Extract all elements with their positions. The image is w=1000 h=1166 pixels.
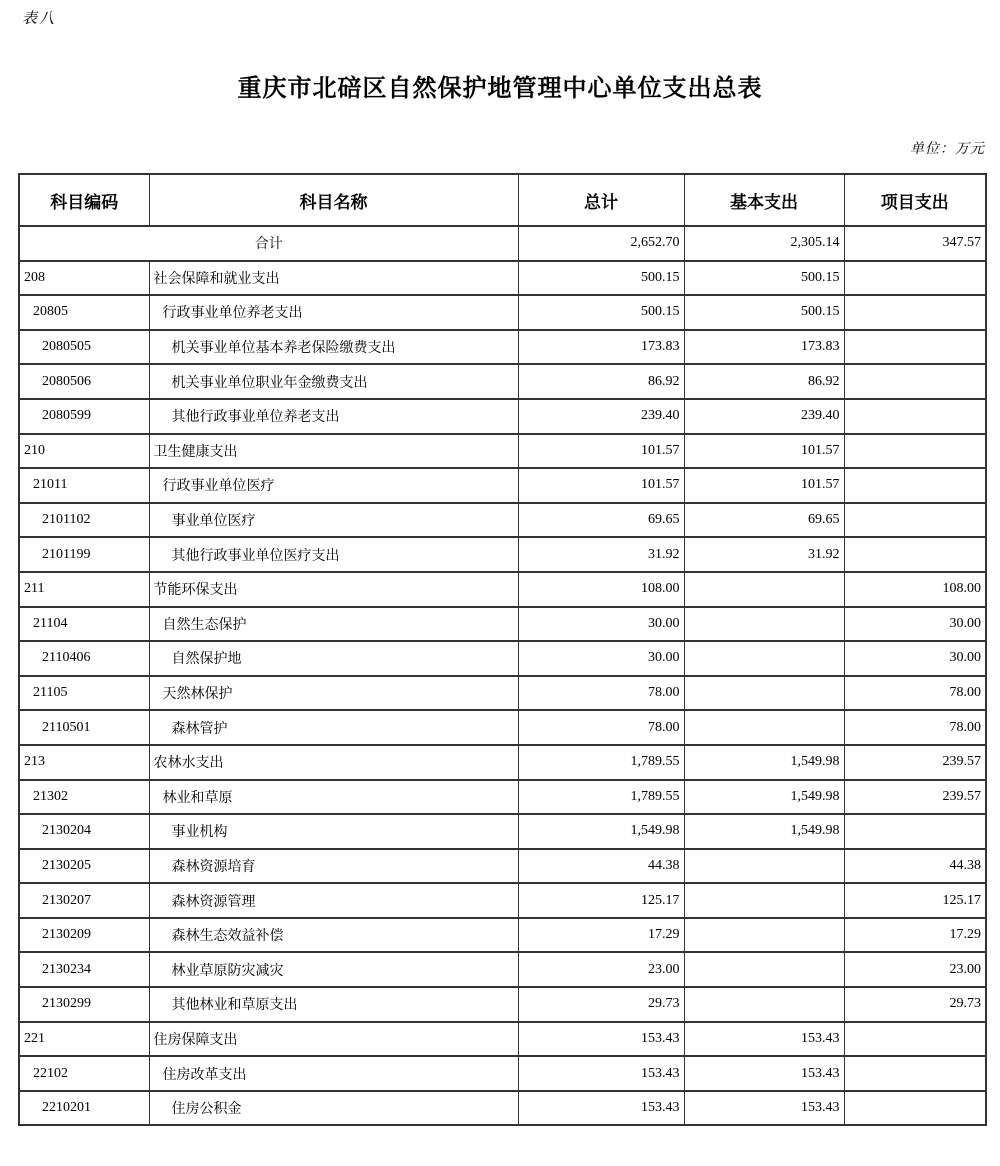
basic-expense-cell: 101.57 [684,434,844,469]
table-row [19,952,986,987]
grand-total-cell: 173.83 [518,330,684,365]
table-row [19,399,986,434]
subject-name-cell: 行政事业单位养老支出 [149,295,518,330]
table-row [19,1091,986,1126]
subject-name-cell: 自然生态保护 [149,607,518,642]
project-expense-cell [844,434,986,469]
project-expense-cell: 30.00 [844,641,986,676]
subject-code-cell: 2130234 [19,952,149,987]
table-row [19,261,986,296]
subject-code-cell: 2080599 [19,399,149,434]
project-expense-cell: 239.57 [844,745,986,780]
table-row [19,918,986,953]
project-expense-cell [844,295,986,330]
grand-total-cell: 78.00 [518,710,684,745]
grand-total-cell: 30.00 [518,607,684,642]
basic-expense-cell [684,883,844,918]
grand-total-cell: 17.29 [518,918,684,953]
project-expense-cell [844,814,986,849]
project-expense-cell [844,503,986,538]
table-row [19,676,986,711]
project-expense-cell [844,468,986,503]
subject-code-cell: 211 [19,572,149,607]
basic-expense-cell: 86.92 [684,364,844,399]
basic-expense-cell: 173.83 [684,330,844,365]
subject-code-cell: 21011 [19,468,149,503]
project-expense-cell [844,261,986,296]
table-row [19,710,986,745]
grand-total-label: 合计 [19,226,518,261]
subject-name-cell: 节能环保支出 [149,572,518,607]
basic-expense-cell: 69.65 [684,503,844,538]
subject-name-cell: 农林水支出 [149,745,518,780]
project-expense-cell [844,1056,986,1091]
basic-expense-cell [684,641,844,676]
subject-code-cell: 2130209 [19,918,149,953]
table-row [19,987,986,1022]
subject-name-cell: 机关事业单位职业年金缴费支出 [149,364,518,399]
subject-name-cell: 住房保障支出 [149,1022,518,1057]
subject-code-cell: 2080506 [19,364,149,399]
grand-total-cell: 23.00 [518,952,684,987]
subject-code-cell: 2130207 [19,883,149,918]
subject-name-cell: 住房改革支出 [149,1056,518,1091]
subject-name-cell: 森林管护 [149,710,518,745]
project-expense-cell [844,1091,986,1126]
grand-total-cell: 108.00 [518,572,684,607]
subject-code-cell: 213 [19,745,149,780]
page-title: 重庆市北碚区自然保护地管理中心单位支出总表 [237,76,763,102]
table-row [19,607,986,642]
grand-total-cell: 1,789.55 [518,780,684,815]
subject-name-cell: 行政事业单位医疗 [149,468,518,503]
subject-code-cell: 2130299 [19,987,149,1022]
basic-expense-cell: 500.15 [684,295,844,330]
col-header-subject-name: 科目名称 [149,174,518,226]
project-expense-cell: 108.00 [844,572,986,607]
subject-code-cell: 221 [19,1022,149,1057]
subject-code-cell: 21105 [19,676,149,711]
basic-expense-cell [684,987,844,1022]
subject-name-cell: 事业单位医疗 [149,503,518,538]
subject-code-cell: 2130205 [19,849,149,884]
project-expense-cell: 44.38 [844,849,986,884]
project-expense-cell: 17.29 [844,918,986,953]
subject-code-cell: 210 [19,434,149,469]
subject-code-cell: 2101102 [19,503,149,538]
grand-total-cell: 153.43 [518,1091,684,1126]
basic-expense-cell: 101.57 [684,468,844,503]
project-expense-cell [844,364,986,399]
project-expense-cell: 78.00 [844,710,986,745]
basic-expense-cell: 1,549.98 [684,814,844,849]
subject-name-cell: 事业机构 [149,814,518,849]
col-header-subject-code: 科目编码 [19,174,149,226]
table-row [19,849,986,884]
table-row [19,537,986,572]
grand-total-cell: 153.43 [518,1022,684,1057]
subject-name-cell: 卫生健康支出 [149,434,518,469]
basic-expense-cell [684,952,844,987]
basic-expense-cell [684,710,844,745]
grand-total-project-cell: 347.57 [844,226,986,261]
grand-total-cell: 153.43 [518,1056,684,1091]
project-expense-cell [844,1022,986,1057]
project-expense-cell: 30.00 [844,607,986,642]
basic-expense-cell [684,918,844,953]
project-expense-cell: 78.00 [844,676,986,711]
basic-expense-cell: 500.15 [684,261,844,296]
grand-total-cell: 44.38 [518,849,684,884]
grand-total-cell: 1,549.98 [518,814,684,849]
subject-code-cell: 21302 [19,780,149,815]
subject-code-cell: 2110501 [19,710,149,745]
expenditure-table [18,173,987,1126]
basic-expense-cell: 239.40 [684,399,844,434]
table-row [19,434,986,469]
subject-name-cell: 住房公积金 [149,1091,518,1126]
grand-total-cell: 86.92 [518,364,684,399]
project-expense-cell [844,399,986,434]
subject-code-cell: 22102 [19,1056,149,1091]
table-row [19,330,986,365]
basic-expense-cell [684,676,844,711]
basic-expense-cell: 1,549.98 [684,780,844,815]
grand-total-cell: 29.73 [518,987,684,1022]
basic-expense-cell: 153.43 [684,1091,844,1126]
basic-expense-cell [684,607,844,642]
project-expense-cell [844,330,986,365]
table-row [19,295,986,330]
basic-expense-cell: 31.92 [684,537,844,572]
table-row [19,1022,986,1057]
grand-total-total-cell: 2,652.70 [518,226,684,261]
table-row [19,780,986,815]
basic-expense-cell [684,849,844,884]
table-row [19,814,986,849]
table-row [19,641,986,676]
col-header-basic-expense: 基本支出 [684,174,844,226]
grand-total-cell: 101.57 [518,434,684,469]
col-header-project-expense: 项目支出 [844,174,986,226]
subject-name-cell: 机关事业单位基本养老保险缴费支出 [149,330,518,365]
grand-total-cell: 500.15 [518,261,684,296]
project-expense-cell [844,537,986,572]
subject-code-cell: 2101199 [19,537,149,572]
subject-code-cell: 2130204 [19,814,149,849]
subject-code-cell: 2080505 [19,330,149,365]
table-number-label: 表八 [22,11,57,27]
table-row [19,572,986,607]
subject-code-cell: 208 [19,261,149,296]
subject-name-cell: 森林生态效益补偿 [149,918,518,953]
project-expense-cell: 125.17 [844,883,986,918]
grand-total-cell: 1,789.55 [518,745,684,780]
subject-name-cell: 其他行政事业单位医疗支出 [149,537,518,572]
table-row [19,503,986,538]
subject-code-cell: 21104 [19,607,149,642]
unit-note: 单位：万元 [910,142,985,157]
header-row [19,174,986,226]
subject-name-cell: 林业和草原 [149,780,518,815]
subject-name-cell: 森林资源培育 [149,849,518,884]
subject-code-cell: 2110406 [19,641,149,676]
subject-name-cell: 天然林保护 [149,676,518,711]
table-row [19,745,986,780]
subject-name-cell: 社会保障和就业支出 [149,261,518,296]
project-expense-cell: 29.73 [844,987,986,1022]
subject-name-cell: 其他行政事业单位养老支出 [149,399,518,434]
table-row [19,883,986,918]
subject-name-cell: 林业草原防灾减灾 [149,952,518,987]
subject-code-cell: 20805 [19,295,149,330]
table-row [19,468,986,503]
grand-total-cell: 78.00 [518,676,684,711]
table-body [19,226,986,1125]
grand-total-row [19,226,986,261]
subject-name-cell: 森林资源管理 [149,883,518,918]
grand-total-cell: 69.65 [518,503,684,538]
table-row [19,1056,986,1091]
col-header-grand-total: 总计 [518,174,684,226]
basic-expense-cell [684,572,844,607]
project-expense-cell: 23.00 [844,952,986,987]
basic-expense-cell: 153.43 [684,1056,844,1091]
grand-total-cell: 101.57 [518,468,684,503]
subject-code-cell: 2210201 [19,1091,149,1126]
grand-total-cell: 125.17 [518,883,684,918]
basic-expense-cell: 153.43 [684,1022,844,1057]
grand-total-basic-cell: 2,305.14 [684,226,844,261]
grand-total-cell: 31.92 [518,537,684,572]
grand-total-cell: 500.15 [518,295,684,330]
subject-name-cell: 其他林业和草原支出 [149,987,518,1022]
subject-name-cell: 自然保护地 [149,641,518,676]
grand-total-cell: 239.40 [518,399,684,434]
table-row [19,364,986,399]
table-header [19,174,986,226]
project-expense-cell: 239.57 [844,780,986,815]
basic-expense-cell: 1,549.98 [684,745,844,780]
grand-total-cell: 30.00 [518,641,684,676]
